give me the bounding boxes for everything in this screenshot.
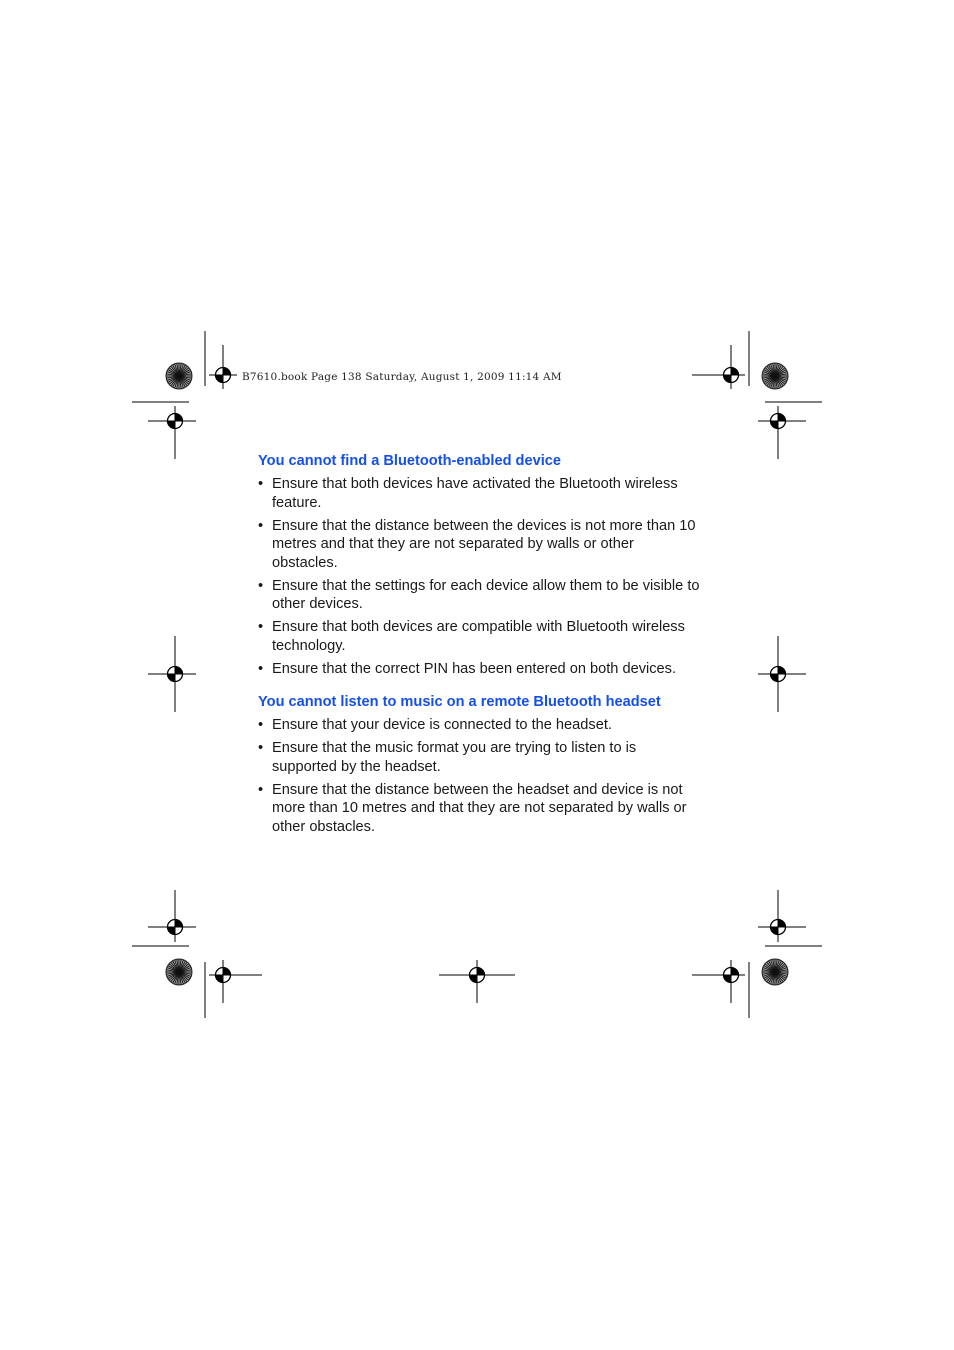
list-item: • Ensure that both devices are compatible with Bluetooth wireless technology. xyxy=(258,619,685,654)
bullet-icon: • xyxy=(258,660,264,677)
color-target-icon xyxy=(762,363,788,389)
bullet-list-find-device xyxy=(258,475,703,678)
color-target-icon xyxy=(762,959,788,985)
registration-mark-icon xyxy=(717,961,745,989)
list-item: • Ensure that both devices have activated the Bluetooth wireless feature. xyxy=(258,476,678,511)
registration-mark-icon xyxy=(161,660,189,688)
registration-mark-icon xyxy=(764,913,792,941)
section-heading-headset: You cannot listen to music on a remote Bluetooth headset xyxy=(258,694,661,710)
bullet-icon: • xyxy=(258,717,264,733)
list-item: • Ensure that the settings for each device allow them to be visible to other devices. xyxy=(258,577,700,612)
page-content xyxy=(258,451,703,841)
bullet-icon: • xyxy=(258,577,264,594)
registration-mark-icon xyxy=(764,407,792,435)
color-target-icon xyxy=(166,363,192,389)
registration-mark-icon xyxy=(161,407,189,435)
bullet-icon: • xyxy=(258,619,264,635)
list-item: • Ensure that your device is connected to the headset. xyxy=(258,717,612,733)
section-heading-find-device: You cannot find a Bluetooth-enabled device xyxy=(258,453,561,469)
registration-mark-icon xyxy=(161,913,189,941)
registration-mark-icon xyxy=(764,660,792,688)
bullet-list-headset xyxy=(258,716,703,836)
registration-mark-icon xyxy=(463,961,491,989)
bullet-icon: • xyxy=(258,476,264,492)
bullet-icon: • xyxy=(258,740,264,756)
registration-mark-icon xyxy=(717,361,745,389)
list-item: • Ensure that the correct PIN has been entered on both devices. xyxy=(258,660,677,677)
list-item: • Ensure that the music format you are trying to listen to is supported by the headset. xyxy=(258,740,637,775)
bullet-icon: • xyxy=(258,517,264,534)
list-item: • Ensure that the distance between the devices is not more than 10 metres and that they are not separated by walls or other obstacles. xyxy=(258,517,696,571)
bullet-icon: • xyxy=(258,781,264,798)
registration-mark-icon xyxy=(209,361,237,389)
registration-mark-icon xyxy=(209,961,237,989)
color-target-icon xyxy=(166,959,192,985)
list-item: • Ensure that the distance between the headset and device is not more than 10 metres and that they are not separated by walls or other obstacles. xyxy=(258,781,687,835)
print-slug: B7610.book Page 138 Saturday, August 1, 2009 11:14 AM xyxy=(242,371,562,383)
